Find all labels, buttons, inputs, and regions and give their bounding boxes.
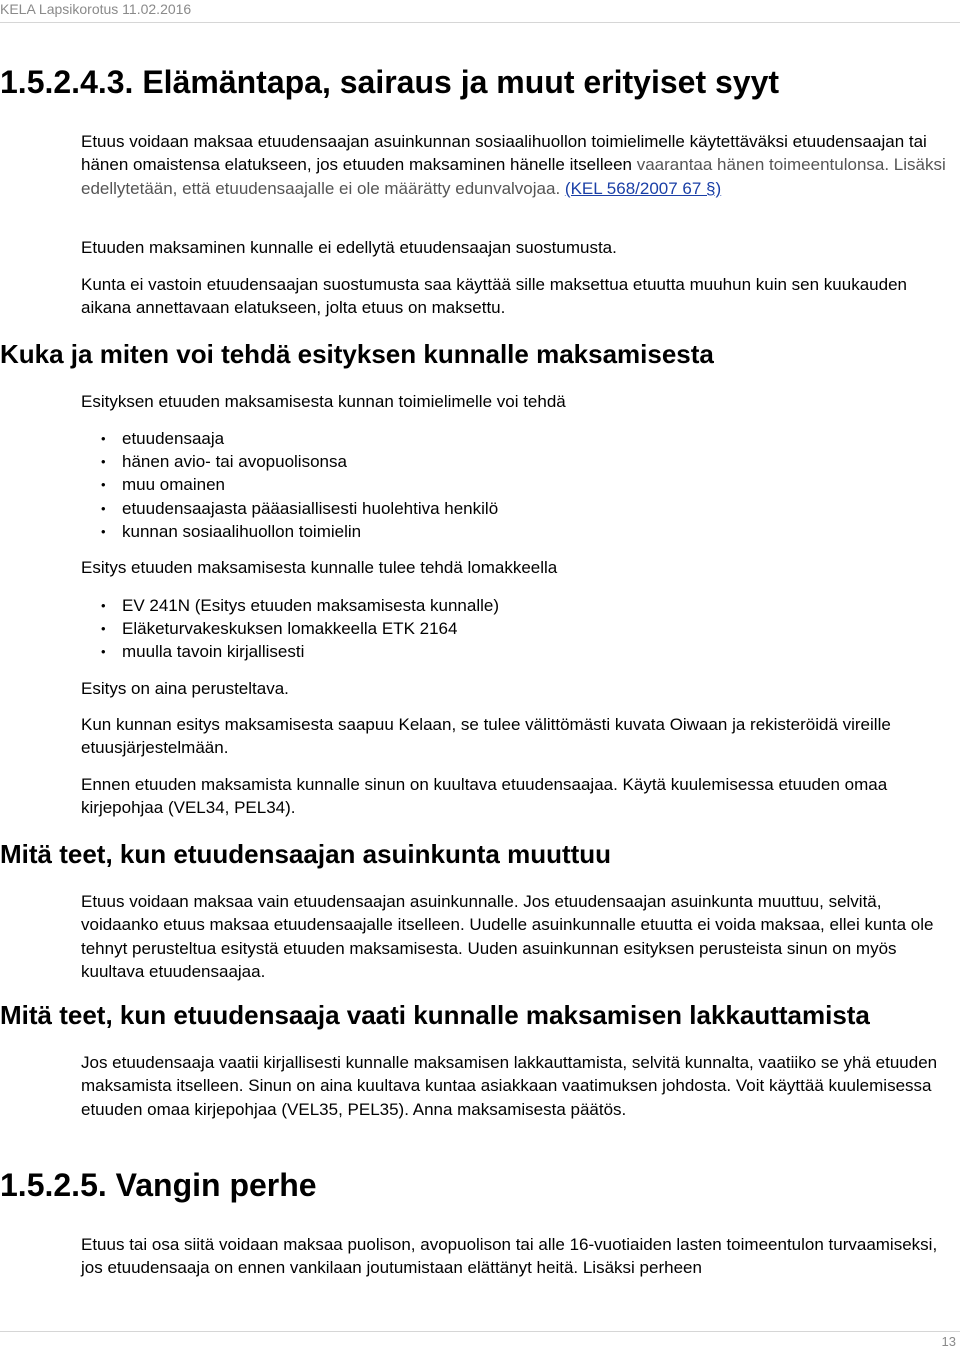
list-item: • hänen avio- tai avopuolisonsa <box>81 450 498 473</box>
section-title-lifestyle: 1.5.2.4.3. Elämäntapa, sairaus ja muut erityiset syyt <box>0 64 780 100</box>
header-divider <box>0 22 960 23</box>
document-header: KELA Lapsikorotus 11.02.2016 <box>0 1 192 17</box>
list-item: • Eläketurvakeskuksen lomakkeella ETK 2164 <box>81 617 499 640</box>
list-item: • kunnan sosiaalihuollon toimielin <box>81 520 498 543</box>
paragraph-prisoner-family: Etuus tai osa siitä voidaan maksaa puolison, avopuolison tai alle 16-vuotiaiden lasten toimeentulon turvaamiseksi, jos etuudensaaja on ennen vankilaan joutumistaan elättänyt heitä. Lisäksi perheen <box>81 1235 938 1278</box>
paragraph-payment-text: Etuus voidaan maksaa etuudensaajan asuinkunnan sosiaalihuollon toimielimelle käytettäväksi etuudensaajan tai hänen omaistensa elatukseen, jos etuuden maksaminen hänelle itselleen <box>81 132 927 175</box>
law-reference-link[interactable]: (KEL 568/2007 67 §) <box>564 178 722 198</box>
paragraph-proposal-intro: Esityksen etuuden maksamisesta kunnan toimielimelle voi tehdä <box>81 392 566 411</box>
paragraph-payment-to-municipality <box>81 130 959 200</box>
section-title-who-can-propose: Kuka ja miten voi tehdä esityksen kunnalle maksamisesta <box>0 339 714 369</box>
paragraph-hearing: Ennen etuuden maksamista kunnalle sinun on kuultava etuudensaajaa. Käytä kuulemisessa etuuden omaa kirjepohjaa (VEL34, PEL34). <box>81 775 888 818</box>
paragraph-scan-register: Kun kunnan esitys maksamisesta saapuu Kelaan, se tulee välittömästi kuvata Oiwaan ja rekisteröidä vireille etuusjärjestelmään. <box>81 715 891 758</box>
list-item: • muulla tavoin kirjallisesti <box>81 640 499 663</box>
paragraph-municipality-changes: Etuus voidaan maksaa vain etuudensaajan asuinkunnalle. Jos etuudensaajan asuinkunta muuttuu, selvitä, voidaanko etuus maksaa etuudensaajalle itselleen. Uudelle asuinkunnalle etuutta ei voida maksaa, ellei kunta ole tehnyt perusteltua esitystä etuuden maksamisesta. Uuden asuinkunnan esityksen perusteista sinun on myös kuultava etuudensaajaa. <box>81 892 934 981</box>
list-item: • etuudensaaja <box>81 427 498 450</box>
proposer-list <box>81 427 498 543</box>
paragraph-municipality-usage: Kunta ei vastoin etuudensaajan suostumusta saa käyttää sille maksettua etuutta muuhun kuin sen kuukauden aikana annettavaan elatukseen, jolta etuus on maksettu. <box>81 275 907 318</box>
section-title-municipality-changes: Mitä teet, kun etuudensaajan asuinkunta muuttuu <box>0 839 612 869</box>
page-number: 13 <box>941 1334 956 1349</box>
list-item: • etuudensaajasta pääasiallisesti huolehtiva henkilö <box>81 497 498 520</box>
paragraph-forms-intro: Esitys etuuden maksamisesta kunnalle tulee tehdä lomakkeella <box>81 558 558 577</box>
paragraph-no-consent-required: Etuuden maksaminen kunnalle ei edellytä etuudensaajan suostumusta. <box>81 238 617 257</box>
list-item: • EV 241N (Esitys etuuden maksamisesta kunnalle) <box>81 594 499 617</box>
paragraph-grounds-required: Esitys on aina perusteltava. <box>81 679 289 698</box>
paragraph-payment-text-continued: vaarantaa hänen toimeentulonsa. Lisäksi edellytetään, että etuudensaajalle ei ole määrätty edunvalvojaa. <box>81 155 946 198</box>
section-title-prisoner-family: 1.5.2.5. Vangin perhe <box>0 1167 317 1203</box>
paragraph-termination-request: Jos etuudensaaja vaatii kirjallisesti kunnalle maksamisen lakkauttamista, selvitä kunnalta, vaatiiko se yhä etuuden maksamista itselleen. Sinun on aina kuultava kuntaa asiakkaan vaatimuksen johdosta. Voit käyttää kuulemisessa etuuden omaa kirjepohjaa (VEL35, PEL35). Anna maksamisesta päätös. <box>81 1053 938 1119</box>
list-item: • muu omainen <box>81 473 498 496</box>
section-title-termination-request: Mitä teet, kun etuudensaaja vaati kunnalle maksamisen lakkauttamista <box>0 1000 870 1030</box>
form-list <box>81 594 499 664</box>
footer-divider <box>0 1331 960 1332</box>
